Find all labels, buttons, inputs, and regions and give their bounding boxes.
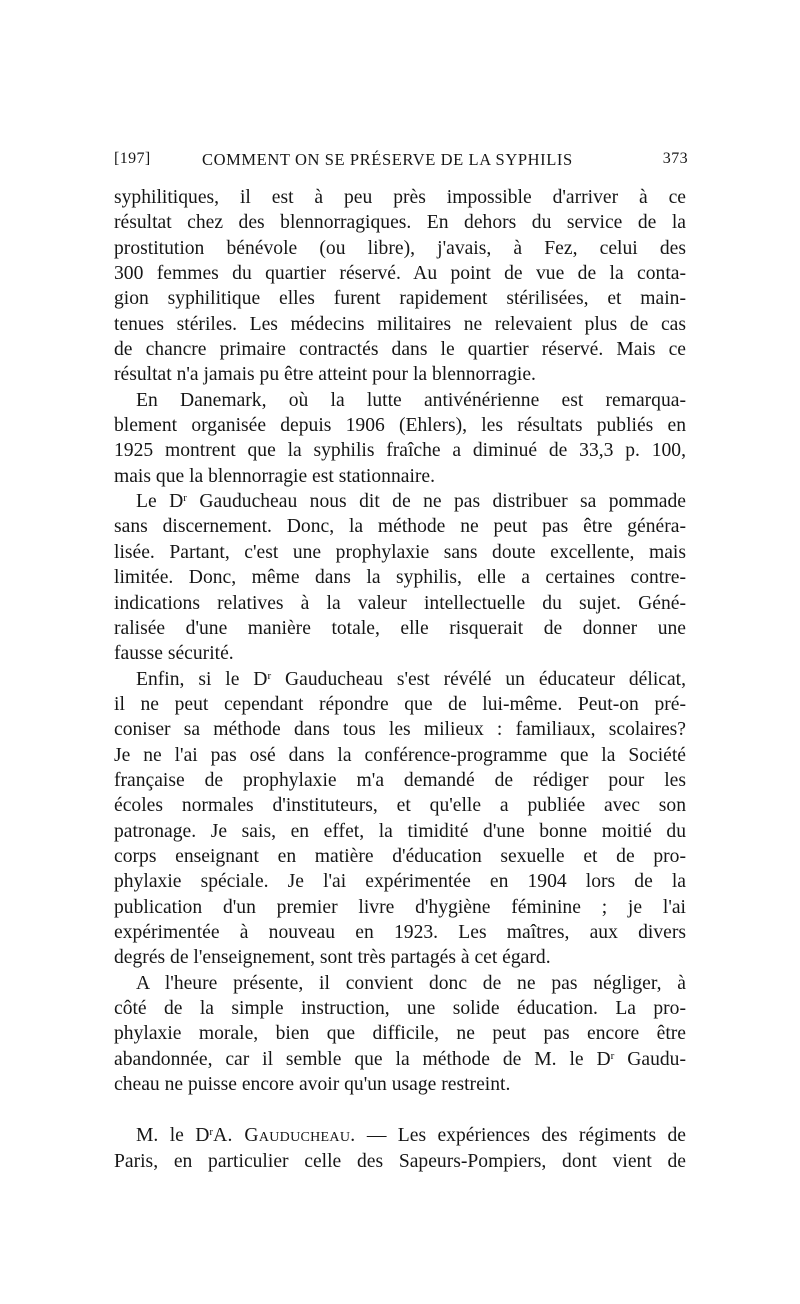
text-line: publication d'un premier livre d'hygiène féminine ; je l'ai xyxy=(114,896,686,918)
text-line: En Danemark, où la lutte antivénérienne est remarqua- xyxy=(136,389,686,411)
text-line: cheau ne puisse encore avoir qu'un usage restreint. xyxy=(114,1074,511,1096)
text-line: expérimentée à nouveau en 1923. Les maîtres, aux divers xyxy=(114,921,686,943)
text-line: indications relatives à la valeur intellectuelle du sujet. Géné- xyxy=(114,592,686,614)
paragraph-4 xyxy=(114,667,686,971)
text-line: phylaxie morale, bien que difficile, ne peut pas encore être xyxy=(114,1023,686,1045)
text-line: gion syphilitique elles furent rapidement stérilisées, et main- xyxy=(114,288,686,310)
text-line: Paris, en particulier celle des Sapeurs-Pompiers, dont vient de xyxy=(114,1150,686,1172)
paragraph-2 xyxy=(114,388,686,489)
text-line: coniser sa méthode dans tous les milieux : familiaux, scolaires? xyxy=(114,719,686,741)
page-number: 373 xyxy=(662,150,688,167)
superscript: r xyxy=(183,492,187,505)
text-line: écoles normales d'instituteurs, et qu'elle a publiée avec son xyxy=(114,795,686,817)
paragraph-3 xyxy=(114,489,686,666)
text-line: française de prophylaxie m'a demandé de rédiger pour les xyxy=(114,769,686,791)
text-fragment: Le D xyxy=(136,491,184,513)
text-line xyxy=(114,489,686,514)
text-line: fausse sécurité. xyxy=(114,643,234,665)
text-fragment: Gaudu- xyxy=(627,1048,686,1070)
paragraph-1 xyxy=(114,185,686,388)
text-line: degrés de l'enseignement, sont très partagés à cet égard. xyxy=(114,947,551,969)
text-fragment: M. le xyxy=(136,1125,184,1147)
text-line: prostitution bénévole (ou libre), j'avais, à Fez, celui des xyxy=(114,237,686,259)
text-line: Je ne l'ai pas osé dans la conférence-programme que la Société xyxy=(114,744,686,766)
body-text xyxy=(114,185,686,1174)
paragraph-5 xyxy=(114,971,686,1098)
text-line: résultat n'a jamais pu être atteint pour la blennorragie. xyxy=(114,364,536,386)
paragraph-6 xyxy=(114,1123,686,1174)
text-line: limitée. Donc, même dans la syphilis, elle a certaines contre- xyxy=(114,567,686,589)
text-line: ralisée d'une manière totale, elle risquerait de donner une xyxy=(114,617,686,639)
text-line: A l'heure présente, il convient donc de ne pas négliger, à xyxy=(136,972,686,994)
speaker-name: A. Gauducheau. xyxy=(213,1125,356,1147)
text-line: il ne peut cependant répondre que de lui-même. Peut-on pré- xyxy=(114,693,686,715)
text-line: syphilitiques, il est à peu près impossible d'arriver à ce xyxy=(114,187,686,208)
text-line: 1925 montrent que la syphilis fraîche a diminué de 33,3 p. 100, xyxy=(114,440,686,462)
text-line: patronage. Je sais, en effet, la timidité d'une bonne moitié du xyxy=(114,820,686,842)
text-fragment: Gauducheau s'est révélé un éducateur délicat, xyxy=(285,668,687,690)
text-line: corps enseignant en matière d'éducation sexuelle et de pro- xyxy=(114,845,686,867)
text-line: résultat chez des blennorragiques. En dehors du service de la xyxy=(114,212,686,234)
text-line: 300 femmes du quartier réservé. Au point de vue de la conta- xyxy=(114,263,686,285)
text-line: M. le $D^rA$. Gauducheau. — Les expériences des régiments de xyxy=(136,1125,686,1147)
superscript: r xyxy=(610,1049,615,1062)
superscript: r xyxy=(267,669,272,682)
section-gap xyxy=(114,1097,686,1123)
text-line: abandonnée, car il semble que la méthode de M. le $D^r$ Gaudu- xyxy=(114,1048,686,1070)
running-head xyxy=(114,146,686,174)
running-title: COMMENT ON SE PRÉSERVE DE LA SYPHILIS xyxy=(202,150,573,169)
text-fragment: Gauducheau nous dit de ne pas distribuer sa pommade xyxy=(199,491,686,513)
text-line: mais que la blennorragie est stationnaire. xyxy=(114,465,436,487)
text-line: de chancre primaire contractés dans le quartier réservé. Mais ce xyxy=(114,339,686,361)
superscript: r xyxy=(209,1126,214,1139)
text-line: blement organisée depuis 1906 (Ehlers), les résultats publiés en xyxy=(114,415,686,437)
text-line: tenues stériles. Les médecins militaires ne relevaient plus de cas xyxy=(114,313,686,335)
text-line: lisée. Partant, c'est une prophylaxie sans doute excellente, mais xyxy=(114,541,686,563)
section-reference: [197] xyxy=(114,150,151,167)
text-line: sans discernement. Donc, la méthode ne peut pas être généra- xyxy=(114,516,686,538)
text-line: phylaxie spéciale. Je l'ai expérimentée en 1904 lors de la xyxy=(114,871,686,893)
text-line xyxy=(114,667,686,692)
text-line: côté de la simple instruction, une solide éducation. La pro- xyxy=(114,998,686,1019)
text-fragment: abandonnée, car il semble que la méthode de M. le xyxy=(114,1048,584,1070)
text-fragment: — Les expériences des régiments de xyxy=(366,1125,686,1147)
text-fragment: Enfin, si le D xyxy=(136,668,268,690)
